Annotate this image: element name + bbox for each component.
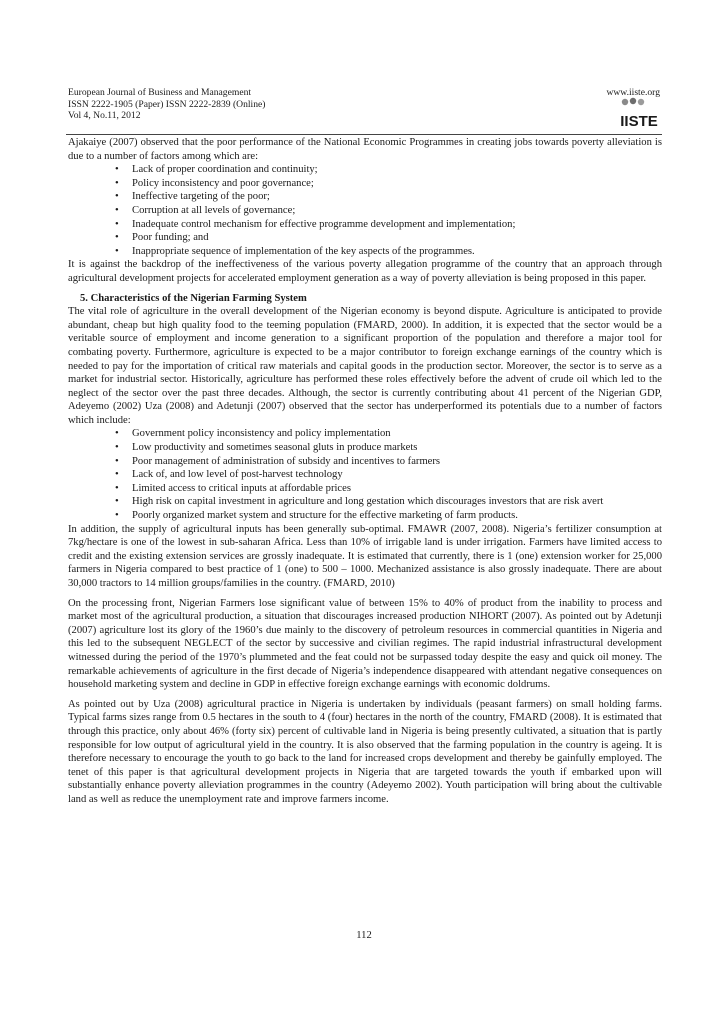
list-item: • Lack of, and low level of post-harvest technology	[115, 469, 343, 481]
bullet-icon: •	[115, 164, 119, 176]
logo-text: IISTE	[620, 113, 658, 130]
uza-paragraph: As pointed out by Uza (2008) agricultural practice in Nigeria is undertaken by individuals (peasant farmers) on small holding farms. Typical farms sizes range from 0.5 hectares in the south to 4 (four) hectares in the north of the country, FMARD (2008). It is estimated that through this practice, only about 46% (forty six) percent of cultivable land in Nigeria is being presently cultivated, a situation that is partly responsible for low output of agricultural yield in the country. It is also observed that the farming population in the country is ageing. It is therefore necessary to encourage the youth to go back to the land for increased crops development and thereby be gainfully employed. The tenet of this paper is that agricultural development projects in Nigeria that are targeted towards the youth if embarked upon will substantially enhance poverty alleviation programmes in the country (Adeyemo 2002). Youth participation will bring about the cultivable land as well as reduce the unemployment rate and improve farmers income.	[68, 698, 662, 805]
list-item: • Limited access to critical inputs at affordable prices	[115, 482, 351, 494]
bullet-icon: •	[115, 177, 119, 189]
bullet-icon: •	[115, 218, 119, 230]
issn-line: ISSN 2222-1905 (Paper) ISSN 2222-2839 (Online)	[68, 98, 266, 110]
bullet-icon: •	[115, 232, 119, 244]
bullet-icon: •	[115, 442, 119, 454]
list-item: • Lack of proper coordination and continuity;	[115, 164, 318, 176]
list-item: • Poor funding; and	[115, 232, 209, 244]
list-item: • Inadequate control mechanism for effective programme development and implementation;	[115, 218, 516, 230]
bullet-icon: •	[115, 191, 119, 203]
iiste-logo	[617, 97, 661, 131]
section-paragraph: The vital role of agriculture in the overall development of the Nigerian economy is beyond dispute. Agriculture is anticipated to provide abundant, cheap but high quality food to the teeming population (FMARD, 2000). In addition, it is expected that the sector would be a veritable source of employment and income generation to a significant proportion of the population and therefore a major tool for combating poverty. Furthermore, agriculture is expected to be a major contributor to foreign exchange earnings of the country which is needed to pay for the importation of critical raw materials and capital goods in the production sector. Moreover, the sector is to serve as a market for industrial sector. Historically, agriculture has performed these roles effectively before the advent of crude oil which led to the neglect of the sector over the past three decades. Although, the sector is currently contributing about 41 percent of the Nigerian GDP, Adeyemo (2002) Uza (2008) and Adetunji (2007) observed that the sector has underperformed its potentials due to a number of factors which include:	[68, 306, 662, 426]
journal-header	[68, 87, 662, 122]
backdrop-paragraph: It is against the backdrop of the ineffectiveness of the various poverty allegation programme of the country that an approach through agricultural development projects for accelerated employment generation as a way of poverty alleviation is being proposed in this paper.	[68, 259, 662, 284]
bullet-icon: •	[115, 496, 119, 508]
bullet-icon: •	[115, 455, 119, 467]
list-item: • Corruption at all levels of governance;	[115, 204, 296, 216]
bullet-icon: •	[115, 482, 119, 494]
bullet-icon: •	[115, 428, 119, 440]
bullet-icon: •	[115, 245, 119, 257]
list-item: • High risk on capital investment in agriculture and long gestation which discourages investors that are risk avert	[115, 496, 604, 508]
list-item: • Inappropriate sequence of implementation of the key aspects of the programmes.	[115, 245, 475, 257]
bullet-icon: •	[115, 469, 119, 481]
website-link[interactable]: www.iiste.org	[606, 87, 660, 98]
section-heading: 5. Characteristics of the Nigerian Farming System	[80, 292, 307, 304]
bullet-icon: •	[115, 204, 119, 216]
list-item: • Ineffective targeting of the poor;	[115, 191, 270, 203]
list-item: • Low productivity and sometimes seasonal gluts in produce markets	[115, 442, 418, 454]
volume-line: Vol 4, No.11, 2012	[68, 110, 141, 121]
journal-title: European Journal of Business and Management	[68, 87, 252, 98]
page-body	[68, 136, 662, 807]
list-item: • Poor management of administration of subsidy and incentives to farmers	[115, 455, 441, 467]
list-item: • Poorly organized market system and structure for the effective marketing of farm products.	[115, 510, 518, 522]
underperformance-list	[68, 427, 662, 522]
processing-paragraph: On the processing front, Nigerian Farmers lose significant value of between 15% to 40% of product from the inability to process and market most of the agricultural production, a situation that discourages increased production NIHORT (2007). As pointed out by Adetunji (2007) agriculture lost its glory of the 1960’s due mainly to the discovery of petroleum resources in commercial quantities in Nigeria and this led to the subsequent NEGLECT of the sector by successive and civilian regimes. The rapid industrial infrastructural development witnessed during the period of the 1970’s plummeted and the feat could not be surpassed today despite the easy and quick oil money. The remarkable achievements of agriculture in the first decade of Nigeria’s independence disappeared with attendant negative consequences on household marketing system and decline in GDP in effective foreign exchange earnings with economic doldrums.	[68, 597, 662, 691]
inputs-paragraph: In addition, the supply of agricultural inputs has been generally sub-optimal. FMAWR (2007, 2008). Nigeria’s fertilizer consumption at 7kg/hectare is one of the lowest in sub-saharan Africa. Less than 10% of irrigable land is under irrigation. Farmers have limited access to credit and the existing extension services are grossly inadequate. It is estimated that currently, there is 1 (one) extension worker for 25,000 farmers in Nigeria compared to best practice of 1 (one) to 500 – 1000. Mechanized assistance is also grossly inadequate. There are about 30,000 tractors to 14 million groups/families in the country. (FMARD, 2010)	[68, 523, 662, 589]
intro-paragraph: Ajakaiye (2007) observed that the poor performance of the National Economic Programmes in creating jobs towards poverty alleviation is due to a number of factors among which are:	[68, 137, 662, 162]
bullet-icon: •	[115, 510, 119, 522]
list-item: • Government policy inconsistency and policy implementation	[115, 428, 391, 440]
list-item: • Policy inconsistency and poor governance;	[115, 177, 314, 189]
page-number: 112	[356, 930, 372, 941]
header-rule	[66, 134, 662, 135]
factors-list	[68, 163, 662, 258]
